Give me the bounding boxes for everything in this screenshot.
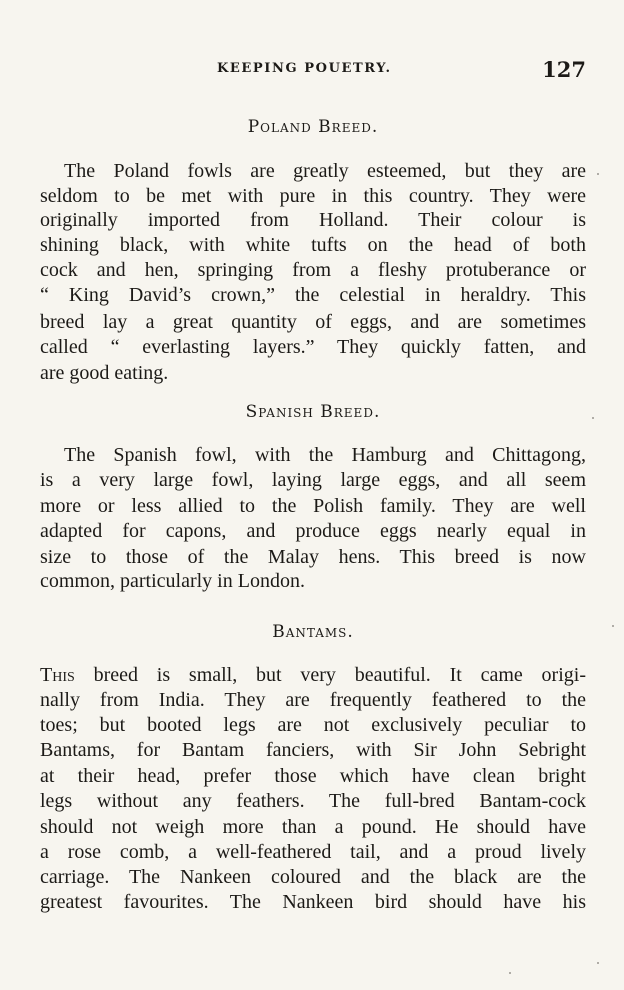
poland-line: seldom to be met with pure in this country. They were (40, 185, 586, 207)
paper-speck (597, 173, 599, 175)
poland-line: are good eating. (40, 362, 169, 384)
section-heading-bantams: Bantams. (272, 622, 354, 642)
bantams-line: a rose comb, a well-feathered tail, and a proud lively (40, 841, 586, 863)
poland-line: called “ everlasting layers.” They quickly fatten, and (40, 336, 586, 358)
section-heading-poland: Poland Breed. (247, 117, 379, 137)
paper-speck (509, 972, 511, 974)
bantams-line: greatest favourites. The Nankeen bird should have his (40, 891, 586, 913)
spanish-line: size to those of the Malay hens. This breed is now (40, 546, 586, 568)
poland-line: The Poland fowls are greatly esteemed, but they are (64, 160, 586, 182)
page-number: 127 (542, 57, 586, 82)
poland-line: “ King David’s crown,” the celestial in heraldry. This (40, 284, 586, 306)
spanish-line: common, particularly in London. (40, 570, 305, 592)
poland-line: originally imported from Holland. Their colour is (40, 209, 586, 231)
section-heading-spanish: Spanish Breed. (245, 402, 381, 422)
bantams-line: at their head, prefer those which have clean bright (40, 765, 586, 787)
bantams-lead-word: This (40, 664, 75, 686)
bantams-line (40, 663, 586, 688)
poland-line: breed lay a great quantity of eggs, and are sometimes (40, 311, 586, 333)
spanish-line: more or less allied to the Polish family. They are well (40, 495, 586, 517)
bantams-line: nally from India. They are frequently feathered to the (40, 689, 586, 711)
spanish-line: is a very large fowl, laying large eggs, and all seem (40, 469, 586, 491)
running-head (40, 58, 586, 82)
bantams-line: carriage. The Nankeen coloured and the black are the (40, 866, 586, 888)
running-title: KEEPING POUETRY. (217, 61, 392, 76)
spanish-line: The Spanish fowl, with the Hamburg and Chittagong, (64, 444, 586, 466)
bantams-line: toes; but booted legs are not exclusively peculiar to (40, 714, 586, 736)
paper-speck (612, 625, 614, 627)
bantams-line: should not weigh more than a pound. He should have (40, 816, 586, 838)
bantams-line-rest: breed is small, but very beautiful. It came origi- (74, 664, 586, 686)
bantams-line: Bantams, for Bantam fanciers, with Sir John Sebright (40, 739, 586, 761)
bantams-line: legs without any feathers. The full-bred Bantam-cock (40, 790, 586, 812)
paper-speck (592, 417, 594, 419)
paper-speck (597, 962, 599, 964)
poland-line: cock and hen, springing from a fleshy protuberance or (40, 259, 586, 281)
spanish-line: adapted for capons, and produce eggs nearly equal in (40, 520, 586, 542)
poland-line: shining black, with white tufts on the head of both (40, 234, 586, 256)
